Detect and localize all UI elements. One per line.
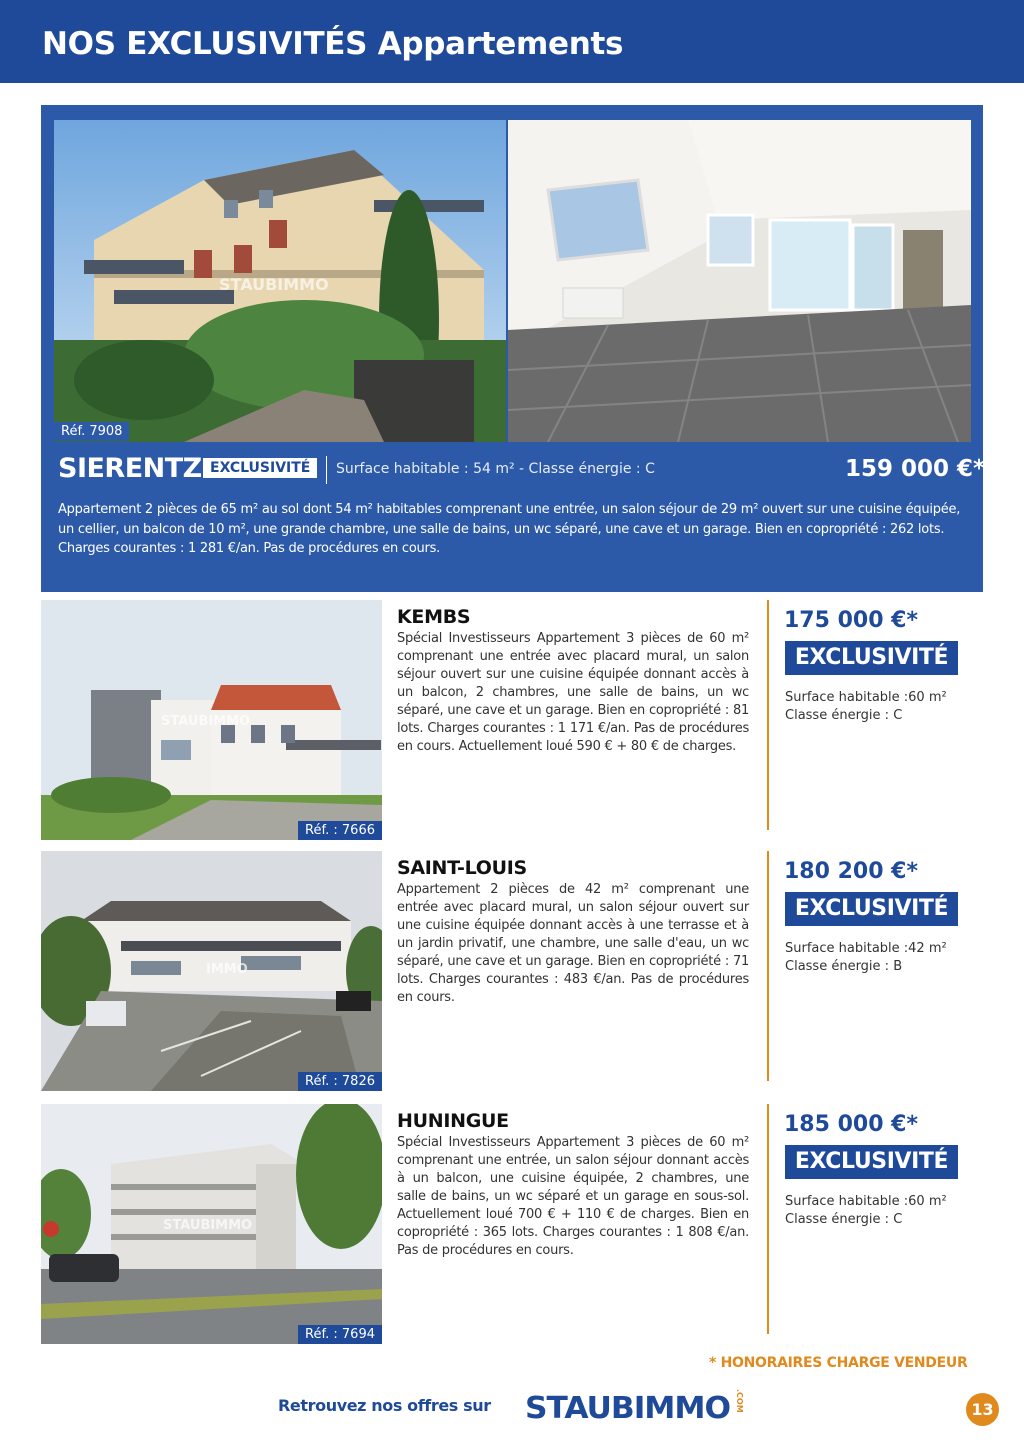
listing-exclusivite-badge: EXCLUSIVITÉ	[785, 641, 958, 675]
watermark: STAUBIMMO	[161, 714, 251, 729]
listing-city: HUNINGUE	[397, 1110, 509, 1132]
listing-ref-tag: Réf. : 7666	[298, 821, 382, 840]
footer-offers-text: Retrouvez nos offres sur	[278, 1396, 491, 1415]
page-title: NOS EXCLUSIVITÉS Appartements	[42, 26, 624, 62]
listing-price: 175 000 €*	[784, 608, 918, 633]
listing-energy-class: Classe énergie : C	[785, 708, 903, 723]
listing-saint-louis[interactable]	[41, 851, 983, 1091]
page-header	[0, 0, 1024, 83]
featured-surface: Surface habitable : 54 m² - Classe énergie : C	[336, 461, 655, 477]
featured-exterior-photo[interactable]	[54, 120, 506, 442]
featured-divider	[326, 456, 327, 484]
listing-surface: Surface habitable :60 m²	[785, 690, 947, 705]
listing-price: 180 200 €*	[784, 859, 918, 884]
listing-description: Spécial Investisseurs Appartement 3 pièces de 60 m² comprenant une entrée, un salon séjour donnant accès à un balcon, une cuisine équipée, 2 chambres, une salle de bains, un wc séparé et un garage en sous-sol. Actuellement loué 700 € + 110 € de charges. Bien en copropriété : 365 lots. Charges courantes : 1 808 €/an. Pas de procédures en cours.	[397, 1135, 749, 1258]
staubimmo-logo[interactable]	[525, 1385, 750, 1427]
watermark: IMMO	[206, 962, 248, 977]
listing-city: KEMBS	[397, 606, 471, 628]
featured-city: SIERENTZ	[58, 453, 202, 484]
listing-photo[interactable]	[41, 851, 382, 1091]
listing-exclusivite-badge: EXCLUSIVITÉ	[785, 892, 958, 926]
listing-ref-tag: Réf. : 7694	[298, 1325, 382, 1344]
listing-description: Spécial Investisseurs Appartement 3 pièces de 60 m² comprenant une entrée avec placard mural, un salon séjour ouvert sur une cuisine équipée donnant accès à un balcon, 2 chambres, une salle de bains, un wc séparé, une cave et un garage. Bien en copropriété : 81 lots. Charges courantes : 1 171 €/an. Pas de procédures en cours. Actuellement loué 590 € + 80 € de charges.	[397, 631, 749, 754]
featured-interior-photo[interactable]	[508, 120, 971, 442]
watermark: STAUBIMMO	[219, 275, 329, 294]
featured-ref-tag: Réf. 7908	[54, 422, 129, 441]
honoraires-note: * HONORAIRES CHARGE VENDEUR	[709, 1355, 968, 1371]
watermark: STAUBIMMO	[163, 1218, 253, 1233]
listing-city: SAINT-LOUIS	[397, 857, 527, 879]
listing-photo[interactable]	[41, 1104, 382, 1344]
listing-exclusivite-badge: EXCLUSIVITÉ	[785, 1145, 958, 1179]
listing-surface: Surface habitable :60 m²	[785, 1194, 947, 1209]
listing-energy-class: Classe énergie : B	[785, 959, 903, 974]
page-number: 13	[966, 1393, 999, 1426]
listing-price: 185 000 €*	[784, 1112, 918, 1137]
listing-kembs[interactable]	[41, 600, 983, 840]
logo-suffix: .COM	[735, 1389, 744, 1413]
featured-exclusivite-badge: EXCLUSIVITÉ	[203, 458, 317, 478]
featured-listing[interactable]	[41, 105, 986, 592]
listing-photo[interactable]	[41, 600, 382, 840]
featured-price: 159 000 €*	[845, 456, 986, 482]
listing-divider	[767, 851, 769, 1081]
listing-huningue[interactable]	[41, 1104, 983, 1344]
listing-energy-class: Classe énergie : C	[785, 1212, 903, 1227]
logo-text: STAUBIMMO	[525, 1391, 730, 1426]
listing-description: Appartement 2 pièces de 42 m² comprenant une entrée avec placard mural, un salon séjour ouvert sur une cuisine équipée donnant accès à une terrasse et à un jardin privatif, une chambre, une salle d'eau, un wc séparé, une cave et un garage. Bien en copropriété : 71 lots. Charges courantes : 483 €/an. Pas de procédures en cours.	[397, 882, 749, 1005]
listing-surface: Surface habitable :42 m²	[785, 941, 947, 956]
listing-divider	[767, 1104, 769, 1334]
listing-ref-tag: Réf. : 7826	[298, 1072, 382, 1091]
featured-description: Appartement 2 pièces de 65 m² au sol dont 54 m² habitables comprenant une entrée, un salon séjour de 29 m² ouvert sur une cuisine équipée, un cellier, un balcon de 10 m², une grande chambre, une salle de bains, un wc séparé, une cave et un garage. Bien en copropriété : 262 lots. Charges courantes : 1 281 €/an. Pas de procédures en cours.	[58, 502, 961, 556]
listing-divider	[767, 600, 769, 830]
